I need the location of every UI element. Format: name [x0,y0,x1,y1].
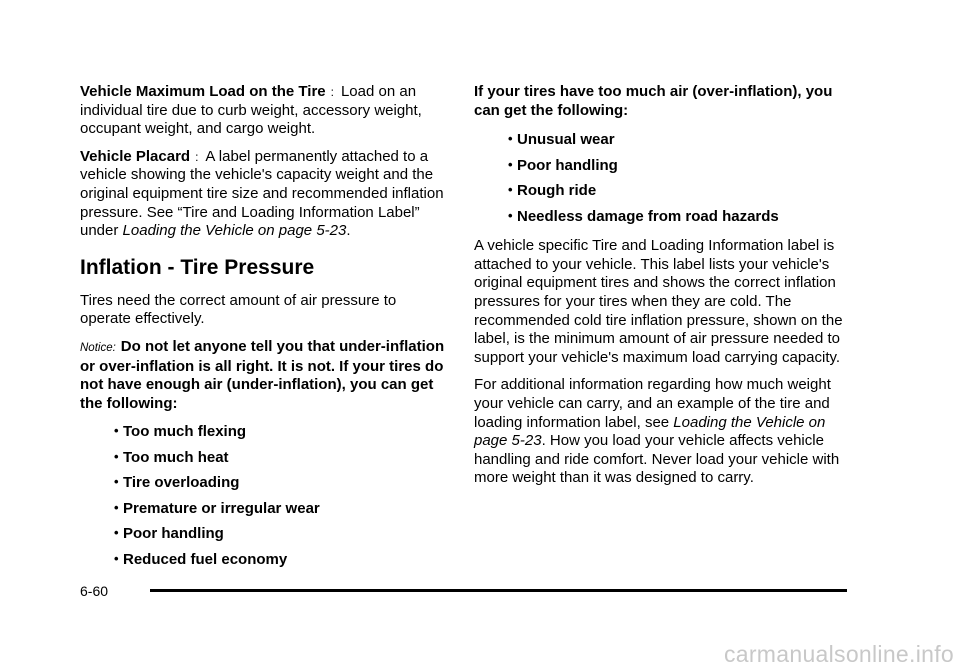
bullet-icon: • [508,131,513,147]
list-item [474,131,846,157]
list-item-text: Reduced fuel economy [123,550,288,568]
bullet-icon: • [114,550,119,566]
label-info-paragraph: A vehicle specific Tire and Loading Information label is attached to your vehicle. This label lists your vehicle's original equipment tires and shows the correct inflation pressures for your tires when they are cold. The recommended cold tire inflation pressure, shown on the label, is the minimum amount of air pressure needed to support your vehicle's maximum load carrying capacity. [474,237,843,366]
footer-rule [150,589,847,592]
definition-text: Load on an individual tire due to curb weight, accessory weight, occupant weight, and cargo weight. [80,83,422,138]
bullet-icon: • [114,525,119,541]
notice-paragraph [80,338,445,413]
definition-separator: : [330,85,334,99]
bullet-icon: • [114,499,119,515]
intro-paragraph: Tires need the correct amount of air pressure to operate effectively. [80,291,397,328]
list-item-text: Needless damage from road hazards [517,207,779,225]
bullet-icon: • [508,182,513,198]
list-item [474,182,846,208]
bullet-icon: • [114,423,119,439]
list-item-text: Tire overloading [123,474,240,492]
list-item [80,449,445,475]
list-item-text: Rough ride [517,182,597,200]
under-inflation-list [80,423,445,576]
list-item-text: Poor handling [123,525,224,543]
list-item [80,423,445,449]
list-item [474,208,846,234]
over-inflation-lead: If your tires have too much air (over-inflation), you can get the following: [474,83,833,119]
definition-end: . [346,222,351,240]
list-item-text: Premature or irregular wear [123,499,320,517]
bullet-icon: • [508,156,513,172]
paragraph-text: . How you load your vehicle affects vehicle handling and ride comfort. Never load your vehicle with more weight than it was designed to carry. [474,432,840,487]
cross-reference-link[interactable]: Loading the Vehicle on page 5-23 [122,222,347,240]
section-heading: Inflation - Tire Pressure [80,255,315,279]
over-inflation-list [474,131,846,233]
list-item-text: Unusual wear [517,131,615,149]
definition-vehicle-max-load [80,83,445,139]
page-number: 6-60 [80,583,109,599]
additional-info-paragraph [474,376,846,488]
bullet-icon: • [114,448,119,464]
bullet-icon: • [114,474,119,490]
cross-reference-link[interactable]: Loading the Vehicle on page 5-23 [474,413,826,450]
right-column [474,83,846,497]
watermark: carmanualsonline.info [723,641,954,667]
left-column [80,83,445,578]
list-item [80,474,445,500]
definition-term: Vehicle Maximum Load on the Tire [80,83,326,100]
bullet-icon: • [508,207,513,223]
paragraph-text: For additional information regarding how much weight your vehicle can carry, and an example of the tire and loading information label, see [474,376,831,431]
list-item [80,551,445,577]
list-item-text: Too much flexing [123,423,247,441]
list-item-text: Poor handling [517,156,618,174]
definition-term: Vehicle Placard [80,147,191,165]
definition-text: A label permanently attached to a vehicle showing the vehicle's capacity weight and the original equipment tire size and recommended inflation pressure. See “Tire and Loading Information Label” under [80,147,444,240]
list-item [80,500,445,526]
definition-vehicle-placard [80,148,445,241]
list-item-text: Too much heat [123,448,229,466]
notice-text: Do not let anyone tell you that under-inflation or over-inflation is all right. It is not. If your tires do not have enough air (under-inflation), you can get the following: [80,337,445,412]
definition-separator: : [195,149,199,164]
notice-label: Notice: [80,341,116,354]
list-item [474,157,846,183]
list-item [80,525,445,551]
